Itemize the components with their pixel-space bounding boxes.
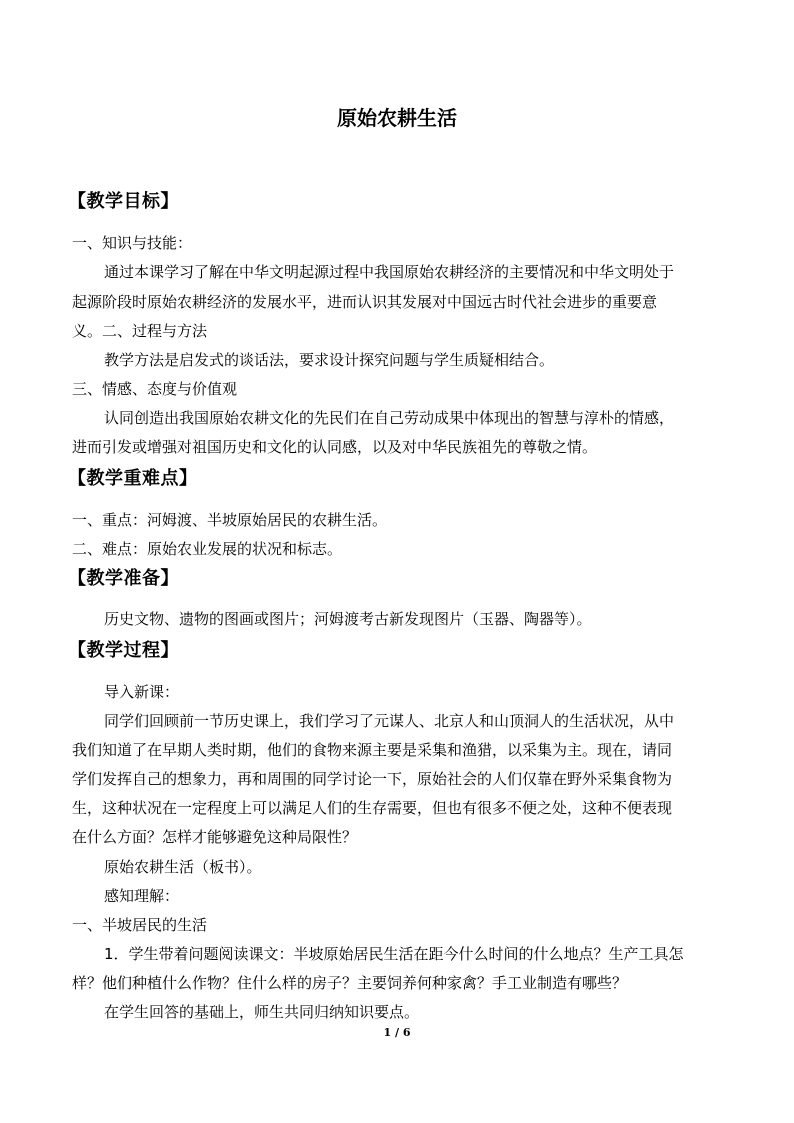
process-method-text: 教学方法是启发式的谈话法，要求设计探究问题与学生质疑相结合。 (104, 351, 555, 369)
board-text: 原始农耕生活（板书）。 (104, 858, 262, 876)
key-point-item: 二、难点：原始农业发展的状况和标志。 (72, 540, 343, 558)
banpo-label: 一、半坡居民的生活 (72, 916, 208, 934)
section-heading-process: 【教学过程】 (68, 640, 179, 661)
intro-paragraph-line: 在什么方面？怎样才能够避免这种局限性？ (72, 828, 358, 846)
question-paragraph-line: 1．学生带着问题阅读课文：半坡原始居民生活在距今什么时间的什么地点？生产工具怎 (104, 945, 684, 963)
section-heading-key-points: 【教学重难点】 (68, 468, 198, 489)
emotion-label: 三、情感、态度与价值观 (72, 380, 238, 398)
page-number: 1 / 6 (383, 1026, 411, 1039)
intro-paragraph-line: 生，这种状况在一定程度上可以满足人们的生存需要，但也有很多不便之处，这种不便表现 (72, 799, 673, 817)
knowledge-paragraph-line: 义。二、过程与方法 (72, 322, 208, 340)
summary-text: 在学生回答的基础上，师生共同归纳知识要点。 (104, 1003, 420, 1021)
question-paragraph-line: 样？他们种植什么作物？住什么样的房子？主要饲养何种家禽？手工业制造有哪些？ (72, 974, 628, 992)
intro-label: 导入新课： (104, 683, 180, 701)
intro-paragraph-line: 同学们回顾前一节历史课上，我们学习了元谋人、北京人和山顶洞人的生活状况，从中 (104, 712, 675, 730)
key-point-item: 一、重点：河姆渡、半坡原始居民的农耕生活。 (72, 511, 388, 529)
emotion-paragraph-line: 进而引发或增强对祖国历史和文化的认同感，以及对中华民族祖先的尊敬之情。 (72, 438, 598, 456)
intro-paragraph-line: 学们发挥自己的想象力，再和周围的同学讨论一下，原始社会的人们仅靠在野外采集食物为 (72, 770, 673, 788)
preparation-text: 历史文物、遗物的图画或图片；河姆渡考古新发现图片（玉器、陶器等）。 (104, 610, 592, 628)
knowledge-paragraph-line: 通过本课学习了解在中华文明起源过程中我国原始农耕经济的主要情况和中华文明处于 (104, 263, 675, 281)
document-title: 原始农耕生活 (337, 106, 457, 130)
knowledge-paragraph-line: 起源阶段时原始农耕经济的发展水平，进而认识其发展对中国远古时代社会进步的重要意 (72, 293, 658, 311)
emotion-paragraph-line: 认同创造出我国原始农耕文化的先民们在自己劳动成果中体现出的智慧与淳朴的情感， (104, 409, 675, 427)
section-heading-goals: 【教学目标】 (68, 191, 179, 212)
perceive-label: 感知理解： (104, 887, 180, 905)
section-heading-preparation: 【教学准备】 (68, 568, 179, 589)
knowledge-label: 一、知识与技能： (72, 234, 193, 252)
intro-paragraph-line: 我们知道了在早期人类时期，他们的食物来源主要是采集和渔猎，以采集为主。现在，请同 (72, 741, 673, 759)
